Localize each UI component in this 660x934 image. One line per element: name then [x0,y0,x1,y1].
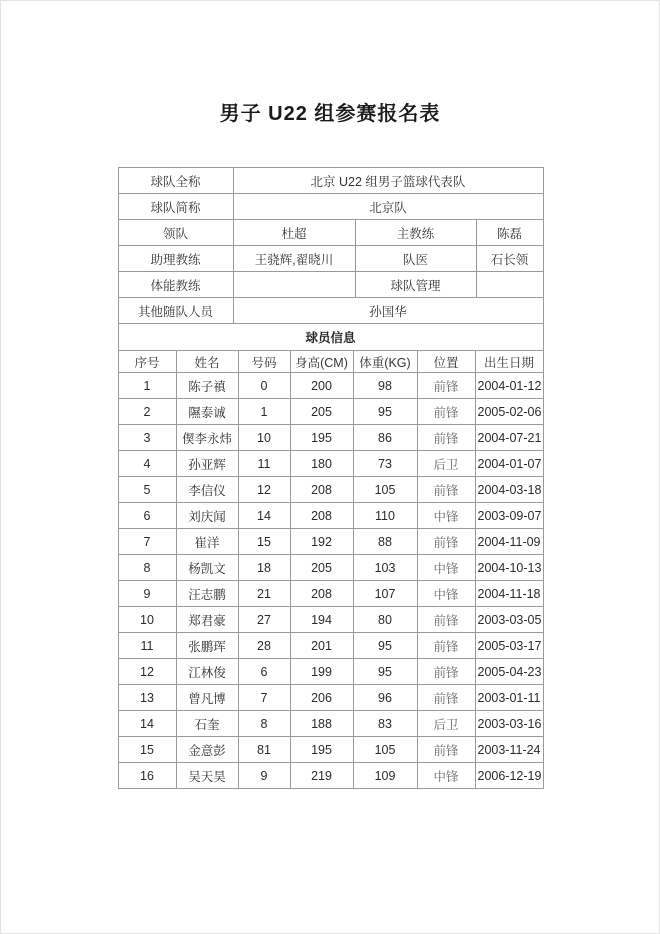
player-cell-position: 中锋 [417,555,475,581]
team-shortname-label: 球队简称 [118,194,233,220]
player-cell-birthdate: 2004-11-18 [475,581,543,607]
player-cell-number: 12 [238,477,290,503]
player-cell-number: 0 [238,373,290,399]
player-cell-birthdate: 2005-04-23 [475,659,543,685]
player-cell-weight: 105 [353,737,417,763]
player-cell-birthdate: 2003-01-11 [475,685,543,711]
player-cell-number: 27 [238,607,290,633]
player-cell-index: 6 [118,503,176,529]
player-cell-weight: 109 [353,763,417,789]
player-cell-height: 205 [290,555,353,581]
leader-label: 领队 [118,220,233,246]
assistant-doctor-row [118,246,543,272]
team-info-table [118,167,544,351]
player-row [118,529,543,555]
player-cell-height: 201 [290,633,353,659]
player-cell-height: 205 [290,399,353,425]
player-cell-birthdate: 2005-02-06 [475,399,543,425]
player-cell-weight: 83 [353,711,417,737]
player-cell-height: 208 [290,503,353,529]
player-cell-height: 200 [290,373,353,399]
player-cell-weight: 103 [353,555,417,581]
player-cell-name: 孙亚辉 [176,451,238,477]
fitness-coach-label: 体能教练 [118,272,233,298]
player-cell-weight: 96 [353,685,417,711]
other-staff-label: 其他随队人员 [118,298,233,324]
player-cell-height: 208 [290,581,353,607]
player-cell-name: 郑君豪 [176,607,238,633]
player-cell-index: 15 [118,737,176,763]
player-cell-index: 13 [118,685,176,711]
player-cell-weight: 73 [353,451,417,477]
player-cell-birthdate: 2004-01-07 [475,451,543,477]
head-coach-label: 主教练 [355,220,476,246]
players-section-header-row [118,324,543,351]
col-header-height: 身高(CM) [290,351,353,373]
player-cell-weight: 95 [353,399,417,425]
player-cell-position: 前锋 [417,477,475,503]
player-cell-name: 偰李永炜 [176,425,238,451]
player-cell-name: 刘庆闻 [176,503,238,529]
player-row [118,763,543,789]
col-header-index: 序号 [118,351,176,373]
player-cell-number: 10 [238,425,290,451]
team-fullname-value: 北京 U22 组男子篮球代表队 [233,168,543,194]
player-cell-weight: 88 [353,529,417,555]
player-cell-number: 81 [238,737,290,763]
player-cell-name: 石奎 [176,711,238,737]
player-cell-number: 14 [238,503,290,529]
player-cell-name: 陈子禛 [176,373,238,399]
player-row [118,737,543,763]
player-cell-position: 前锋 [417,425,475,451]
player-cell-weight: 95 [353,633,417,659]
team-fullname-label: 球队全称 [118,168,233,194]
player-cell-weight: 95 [353,659,417,685]
player-cell-weight: 80 [353,607,417,633]
assistant-coach-value: 王骁辉,翟晓川 [233,246,355,272]
player-cell-weight: 105 [353,477,417,503]
player-cell-position: 前锋 [417,399,475,425]
player-cell-index: 12 [118,659,176,685]
player-cell-index: 14 [118,711,176,737]
player-cell-number: 1 [238,399,290,425]
player-cell-position: 后卫 [417,451,475,477]
player-cell-weight: 107 [353,581,417,607]
team-manager-label: 球队管理 [355,272,476,298]
player-cell-index: 7 [118,529,176,555]
page-title: 男子 U22 组参赛报名表 [219,103,441,125]
player-cell-number: 28 [238,633,290,659]
player-cell-name: 李信仪 [176,477,238,503]
player-cell-birthdate: 2004-07-21 [475,425,543,451]
player-cell-height: 192 [290,529,353,555]
player-cell-birthdate: 2004-03-18 [475,477,543,503]
player-cell-height: 194 [290,607,353,633]
player-cell-number: 11 [238,451,290,477]
player-cell-name: 江林俊 [176,659,238,685]
player-cell-birthdate: 2004-11-09 [475,529,543,555]
player-cell-name: 杨凯文 [176,555,238,581]
player-cell-index: 8 [118,555,176,581]
player-cell-number: 7 [238,685,290,711]
player-cell-position: 中锋 [417,503,475,529]
players-section-title: 球员信息 [118,324,543,351]
leader-value: 杜超 [233,220,355,246]
player-cell-position: 中锋 [417,763,475,789]
head-coach-value: 陈磊 [476,220,543,246]
player-cell-weight: 86 [353,425,417,451]
player-row [118,425,543,451]
player-cell-index: 16 [118,763,176,789]
team-manager-value [476,272,543,298]
fitness-coach-value [233,272,355,298]
player-cell-birthdate: 2003-11-24 [475,737,543,763]
player-cell-number: 9 [238,763,290,789]
player-cell-index: 3 [118,425,176,451]
player-row [118,477,543,503]
player-cell-index: 10 [118,607,176,633]
player-row [118,555,543,581]
player-cell-birthdate: 2006-12-19 [475,763,543,789]
player-row [118,399,543,425]
player-cell-index: 1 [118,373,176,399]
player-cell-name: 吴天昊 [176,763,238,789]
player-cell-birthdate: 2004-10-13 [475,555,543,581]
player-cell-height: 195 [290,425,353,451]
player-cell-birthdate: 2004-01-12 [475,373,543,399]
team-shortname-row [118,194,543,220]
player-cell-name: 汪志鹏 [176,581,238,607]
col-header-number: 号码 [238,351,290,373]
player-cell-number: 6 [238,659,290,685]
assistant-coach-label: 助理教练 [118,246,233,272]
player-cell-height: 195 [290,737,353,763]
player-cell-birthdate: 2003-09-07 [475,503,543,529]
player-cell-weight: 110 [353,503,417,529]
player-cell-index: 5 [118,477,176,503]
player-cell-name: 金意彭 [176,737,238,763]
other-staff-row [118,298,543,324]
player-cell-height: 199 [290,659,353,685]
player-row [118,633,543,659]
player-cell-birthdate: 2003-03-05 [475,607,543,633]
col-header-weight: 体重(KG) [353,351,417,373]
players-header-row [118,351,543,373]
player-cell-position: 前锋 [417,737,475,763]
fitness-manager-row [118,272,543,298]
player-cell-height: 208 [290,477,353,503]
player-cell-position: 前锋 [417,373,475,399]
player-cell-height: 188 [290,711,353,737]
player-cell-number: 15 [238,529,290,555]
player-row [118,373,543,399]
player-row [118,503,543,529]
player-cell-number: 18 [238,555,290,581]
col-header-position: 位置 [417,351,475,373]
player-cell-height: 206 [290,685,353,711]
player-cell-number: 21 [238,581,290,607]
player-row [118,451,543,477]
team-shortname-value: 北京队 [233,194,543,220]
player-cell-weight: 98 [353,373,417,399]
leader-coach-row [118,220,543,246]
player-cell-index: 11 [118,633,176,659]
player-cell-number: 8 [238,711,290,737]
col-header-name: 姓名 [176,351,238,373]
player-cell-name: 张鹏珲 [176,633,238,659]
players-table-body [118,373,543,789]
player-cell-index: 4 [118,451,176,477]
player-cell-position: 前锋 [417,659,475,685]
player-cell-name: 隰泰诚 [176,399,238,425]
player-row [118,711,543,737]
player-cell-position: 前锋 [417,685,475,711]
player-cell-height: 180 [290,451,353,477]
other-staff-value: 孙国华 [233,298,543,324]
player-row [118,607,543,633]
player-row [118,685,543,711]
player-cell-index: 9 [118,581,176,607]
team-fullname-row [118,168,543,194]
team-doctor-value: 石长领 [476,246,543,272]
player-cell-name: 崔洋 [176,529,238,555]
player-cell-position: 中锋 [417,581,475,607]
player-cell-position: 前锋 [417,529,475,555]
player-cell-position: 后卫 [417,711,475,737]
player-row [118,659,543,685]
player-cell-name: 曾凡博 [176,685,238,711]
player-cell-birthdate: 2003-03-16 [475,711,543,737]
registration-form [118,167,543,789]
players-table [118,350,544,789]
player-cell-birthdate: 2005-03-17 [475,633,543,659]
player-cell-position: 前锋 [417,633,475,659]
player-cell-position: 前锋 [417,607,475,633]
col-header-birthdate: 出生日期 [475,351,543,373]
team-doctor-label: 队医 [355,246,476,272]
player-cell-height: 219 [290,763,353,789]
player-row [118,581,543,607]
player-cell-index: 2 [118,399,176,425]
